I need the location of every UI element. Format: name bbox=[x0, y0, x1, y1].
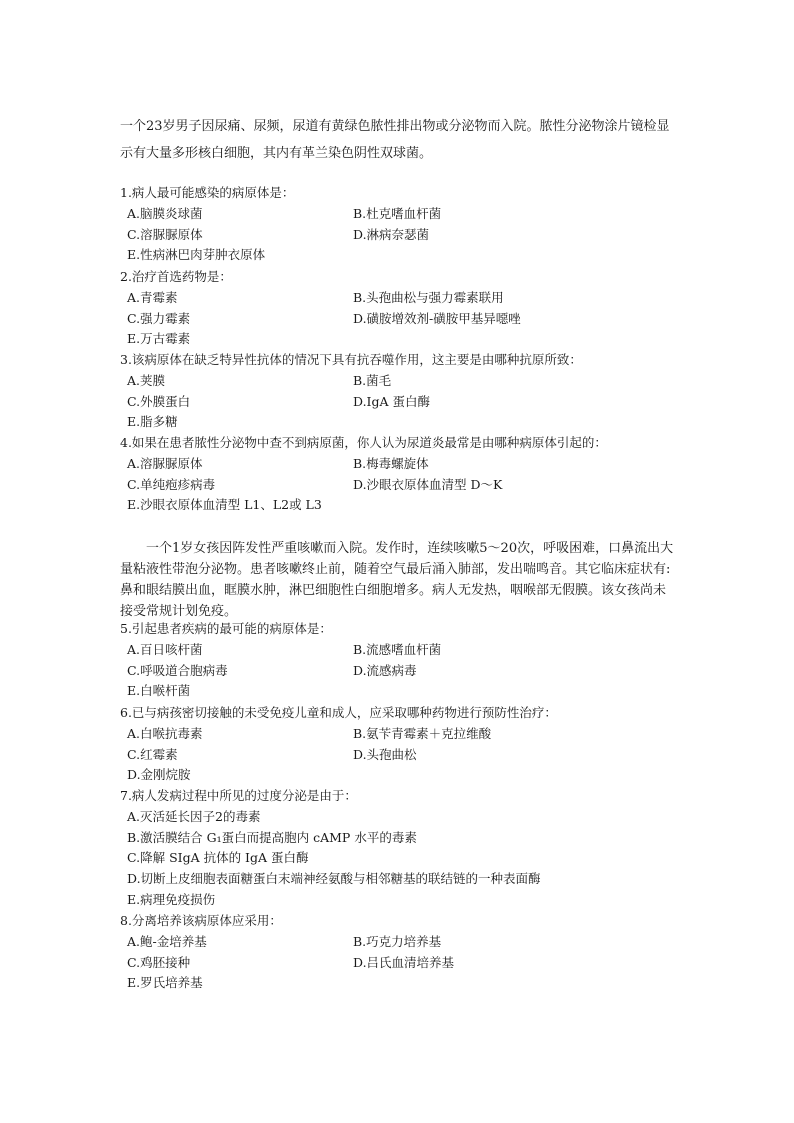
question-stem: 2.治疗首选药物是： bbox=[120, 269, 232, 284]
option-a: A.百日咳杆菌 bbox=[127, 641, 203, 657]
question-4 bbox=[120, 433, 700, 516]
option-a: A.鲍-金培养基 bbox=[127, 933, 207, 949]
option-c: C.呼吸道合胞病毒 bbox=[127, 662, 228, 678]
option-e: E.万古霉素 bbox=[127, 331, 191, 347]
options bbox=[120, 932, 700, 994]
option-d: D.IgA 蛋白酶 bbox=[353, 393, 430, 409]
option-e: E.性病淋巴肉芽肿衣原体 bbox=[127, 247, 266, 263]
question-5 bbox=[120, 619, 700, 702]
case-1-description: 一个23岁男子因尿痛、尿频，尿道有黄绿色脓性排出物或分泌物而入院。脓性分泌物涂片镜检显示有大量多形核白细胞，其内有革兰染色阴性双球菌。 bbox=[120, 119, 670, 161]
option-b: B.头孢曲松与强力霉素联用 bbox=[353, 289, 504, 305]
option-e: E.脂多糖 bbox=[127, 414, 178, 430]
option-e: E.白喉杆菌 bbox=[127, 683, 191, 699]
question-3 bbox=[120, 350, 700, 433]
option-d: D.淋病奈瑟菌 bbox=[353, 226, 430, 242]
option-a: A.溶脲脲原体 bbox=[127, 455, 203, 471]
option-a: A.脑膜炎球菌 bbox=[127, 205, 203, 221]
question-6 bbox=[120, 703, 700, 786]
option-b: B.梅毒螺旋体 bbox=[353, 455, 429, 471]
options bbox=[120, 807, 700, 911]
option-b: B.激活膜结合 G₁蛋白而提高胞内 cAMP 水平的毒素 bbox=[127, 829, 417, 845]
option-e: E.病理免疫损伤 bbox=[127, 891, 216, 907]
option-d: D.头孢曲松 bbox=[353, 746, 417, 762]
question-1 bbox=[120, 183, 700, 266]
question-stem: 5.引起患者疾病的最可能的病原体是： bbox=[120, 621, 332, 636]
option-d: D.沙眼衣原体血清型 D～K bbox=[353, 476, 503, 492]
options bbox=[120, 371, 700, 433]
option-d: D.流感病毒 bbox=[353, 662, 417, 678]
option-b: B.流感嗜血杆菌 bbox=[353, 641, 442, 657]
option-e: E.罗氏培养基 bbox=[127, 975, 203, 991]
question-stem: 6.已与病孩密切接触的未受免疫儿童和成人，应采取哪种药物进行预防性治疗： bbox=[120, 705, 557, 720]
question-stem: 4.如果在患者脓性分泌物中查不到病原菌，你人认为尿道炎最常是由哪种病原体引起的： bbox=[120, 435, 607, 450]
option-c: C.单纯疱疹病毒 bbox=[127, 476, 216, 492]
question-stem: 3.该病原体在缺乏特异性抗体的情况下具有抗吞噬作用，这主要是由哪种抗原所致： bbox=[120, 352, 582, 367]
option-a: A.荚膜 bbox=[127, 372, 166, 388]
case-2-description: 一个1岁女孩因阵发性严重咳嗽而入院。发作时，连续咳嗽5～20次，呼吸困难，口鼻流出大量粘液性带泡分泌物。患者咳嗽终止前，随着空气最后涌入肺部，发出喘鸣音。其它临床症状有: 鼻和眼结膜出血，眶膜水肿，淋巴细胞性白细胞增多。病人无发热，咽喉部无假膜。该女孩尚未接受常规计划免疫。 bbox=[120, 541, 674, 619]
option-d: D.吕氏血清培养基 bbox=[353, 954, 455, 970]
question-2 bbox=[120, 267, 700, 350]
options bbox=[120, 454, 700, 516]
option-a: A.灭活延长因子2的毒素 bbox=[127, 808, 261, 824]
option-c: C.溶脲脲原体 bbox=[127, 226, 203, 242]
question-stem: 8.分离培养该病原体应采用： bbox=[120, 913, 282, 928]
option-e: E.沙眼衣原体血清型 L1、L2或 L3 bbox=[127, 497, 322, 513]
option-a: A.青霉素 bbox=[127, 289, 178, 305]
question-stem: 7.病人发病过程中所见的过度分泌是由于： bbox=[120, 788, 357, 803]
question-stem: 1.病人最可能感染的病原体是： bbox=[120, 185, 295, 200]
options bbox=[120, 640, 700, 702]
options bbox=[120, 204, 700, 266]
question-7 bbox=[120, 786, 700, 911]
option-a: A.白喉抗毒素 bbox=[127, 725, 203, 741]
options bbox=[120, 288, 700, 350]
option-c: C.红霉素 bbox=[127, 746, 178, 762]
options bbox=[120, 724, 700, 786]
option-c: C.强力霉素 bbox=[127, 310, 191, 326]
option-b: B.杜克嗜血杆菌 bbox=[353, 205, 442, 221]
option-c: C.鸡胚接种 bbox=[127, 954, 191, 970]
option-b: B.巧克力培养基 bbox=[353, 933, 442, 949]
option-c: C.降解 SIgA 抗体的 IgA 蛋白酶 bbox=[127, 850, 309, 866]
option-c: C.外膜蛋白 bbox=[127, 393, 191, 409]
question-8 bbox=[120, 911, 700, 994]
option-b: B.菌毛 bbox=[353, 372, 392, 388]
option-b: B.氨苄青霉素＋克拉维酸 bbox=[353, 725, 492, 741]
option-d: D.磺胺增效剂-磺胺甲基异噁唑 bbox=[353, 310, 521, 326]
option-e: D.金刚烷胺 bbox=[127, 767, 191, 783]
option-d: D.切断上皮细胞表面糖蛋白末端神经氨酸与相邻糖基的联结链的一种表面酶 bbox=[127, 871, 541, 887]
